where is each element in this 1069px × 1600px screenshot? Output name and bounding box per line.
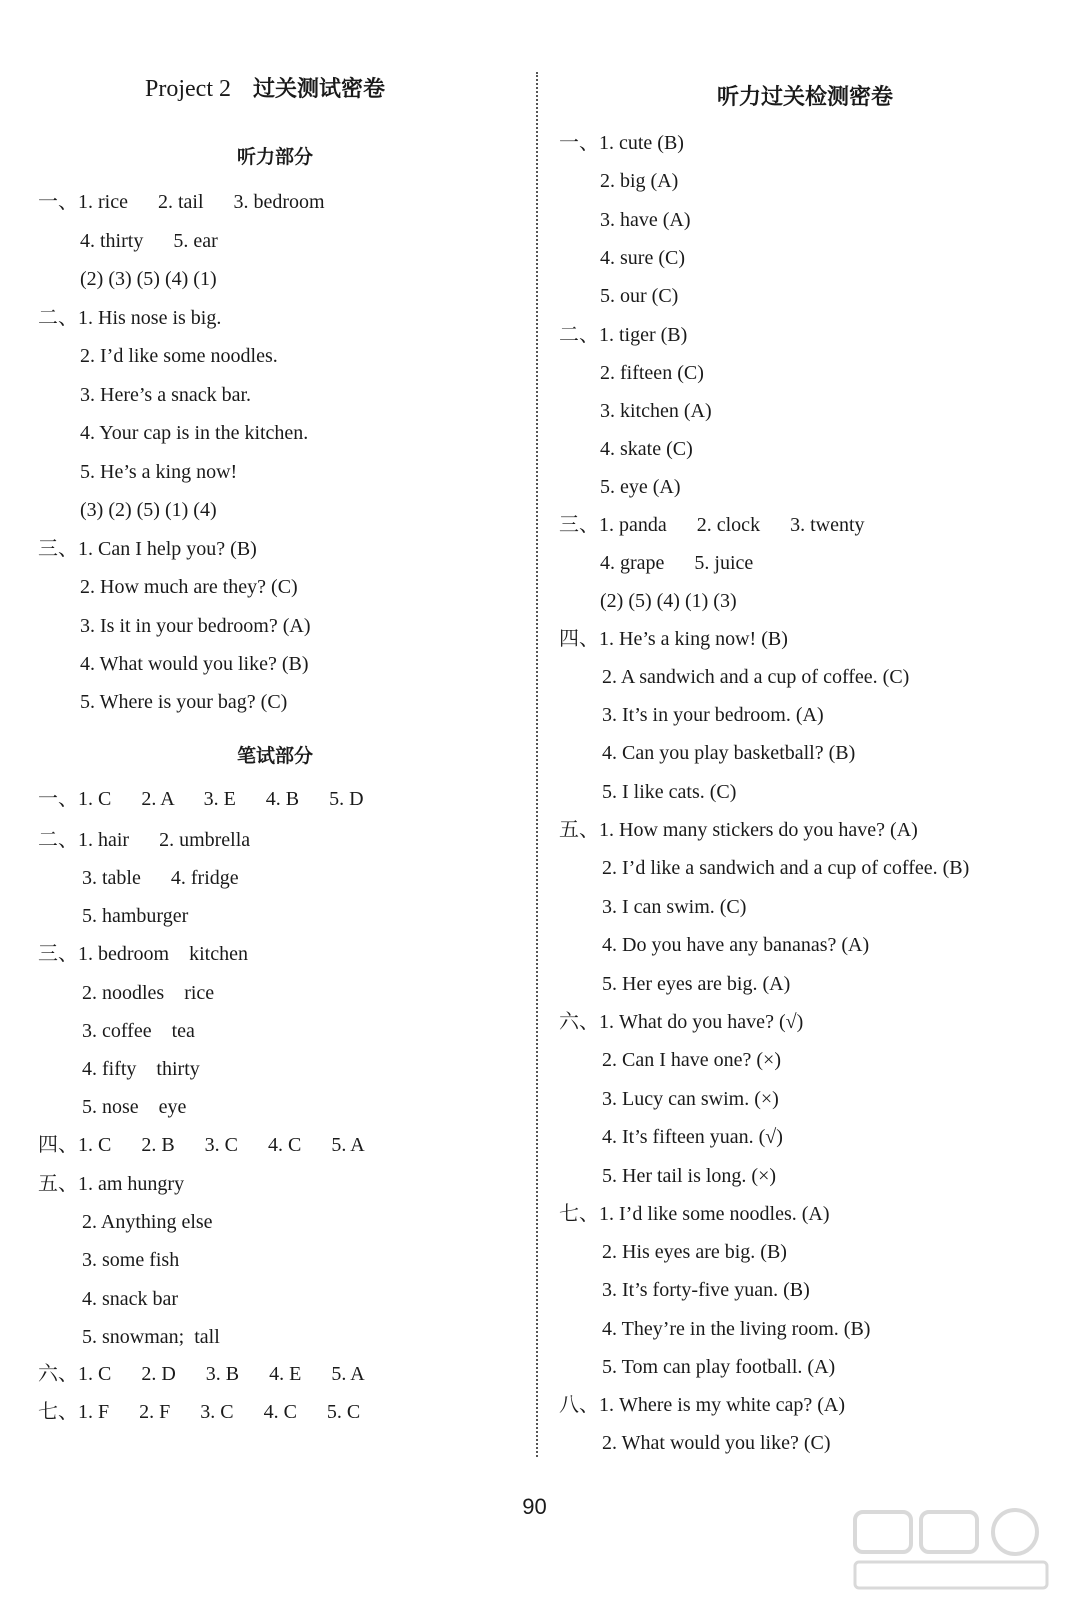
answer-line: 2. A sandwich and a cup of coffee. (C): [602, 666, 910, 688]
column-divider: [536, 72, 538, 1457]
answer-line: 五、1. How many stickers do you have? (A): [559, 819, 918, 841]
answer-line: 3. It’s forty-five yuan. (B): [602, 1279, 810, 1301]
answer-line: 5. eye (A): [600, 476, 681, 498]
answer-line: (3) (2) (5) (1) (4): [80, 499, 217, 521]
written-section-heading: 笔试部分: [236, 745, 313, 767]
watermark-logo-icon: [851, 1506, 1051, 1592]
page-number: 90: [522, 1494, 547, 1519]
answer-line: (2) (3) (5) (4) (1): [80, 268, 217, 290]
answer-line: 二、1. hair 2. umbrella: [38, 829, 251, 851]
answer-line: 2. How much are they? (C): [80, 576, 298, 598]
answer-line: 3. table 4. fridge: [82, 867, 239, 889]
answer-line: 2. What would you like? (C): [602, 1432, 831, 1454]
answer-line: 六、1. C 2. D 3. B 4. E 5. A: [38, 1363, 365, 1385]
answer-line: 3. Here’s a snack bar.: [80, 384, 252, 406]
right-title: 听力过关检测密卷: [716, 85, 893, 110]
answer-line: 4. Can you play basketball? (B): [602, 742, 856, 764]
answer-line: 七、1. I’d like some noodles. (A): [559, 1203, 830, 1225]
answer-line: 一、1. rice 2. tail 3. bedroom: [38, 191, 325, 213]
answer-line: 二、1. tiger (B): [559, 324, 688, 346]
answer-line: 一、1. cute (B): [559, 132, 684, 154]
answer-line: 5. Where is your bag? (C): [80, 691, 288, 713]
answer-line: 5. Tom can play football. (A): [602, 1356, 836, 1378]
answer-line: 5. nose eye: [82, 1096, 187, 1118]
answer-line: 3. have (A): [600, 209, 691, 231]
answer-line: 三、1. bedroom kitchen: [38, 943, 248, 965]
answer-line: 三、1. panda 2. clock 3. twenty: [559, 514, 865, 536]
left-title-cn: 过关测试密卷: [252, 77, 385, 102]
answer-line: (2) (5) (4) (1) (3): [600, 590, 737, 612]
answer-line: 5. He’s a king now!: [80, 461, 238, 483]
answer-line: 2. I’d like a sandwich and a cup of coffee. (B): [602, 857, 970, 879]
answer-line: 2. Can I have one? (×): [602, 1049, 781, 1071]
answer-line: 4. Your cap is in the kitchen.: [80, 422, 309, 444]
answer-line: 4. fifty thirty: [82, 1058, 200, 1080]
answer-line: 3. Is it in your bedroom? (A): [80, 615, 311, 637]
left-title: [0, 72, 530, 103]
left-title-project: Project 2: [145, 76, 231, 102]
answer-line: 四、1. C 2. B 3. C 4. C 5. A: [38, 1134, 365, 1156]
answer-line: 一、1. C 2. A 3. E 4. B 5. D: [38, 788, 364, 810]
answer-line: 三、1. Can I help you? (B): [38, 538, 257, 560]
answer-line: 2. fifteen (C): [600, 362, 704, 384]
answer-line: 2. Anything else: [82, 1211, 213, 1233]
answer-line: 4. It’s fifteen yuan. (√): [602, 1126, 783, 1148]
answer-line: 3. some fish: [82, 1249, 180, 1271]
answer-line: 5. Her eyes are big. (A): [602, 973, 791, 995]
answer-line: 4. grape 5. juice: [600, 552, 754, 574]
answer-line: 2. His eyes are big. (B): [602, 1241, 787, 1263]
answer-line: 五、1. am hungry: [38, 1173, 185, 1195]
answer-line: 2. big (A): [600, 170, 679, 192]
answer-line: 七、1. F 2. F 3. C 4. C 5. C: [38, 1401, 361, 1423]
listening-section-heading: 听力部分: [236, 146, 313, 168]
answer-line: 4. skate (C): [600, 438, 693, 460]
answer-line: 六、1. What do you have? (√): [559, 1011, 804, 1033]
answer-line: 4. Do you have any bananas? (A): [602, 934, 870, 956]
answer-line: 4. They’re in the living room. (B): [602, 1318, 871, 1340]
answer-line: 二、1. His nose is big.: [38, 307, 222, 329]
answer-line: 3. It’s in your bedroom. (A): [602, 704, 824, 726]
answer-line: 5. hamburger: [82, 905, 189, 927]
answer-line: 5. Her tail is long. (×): [602, 1165, 777, 1187]
answer-line: 5. I like cats. (C): [602, 781, 737, 803]
answer-line: 2. noodles rice: [82, 982, 215, 1004]
answer-line: 2. I’d like some noodles.: [80, 345, 278, 367]
answer-line: 5. snowman; tall: [82, 1326, 220, 1348]
answer-line: 4. What would you like? (B): [80, 653, 309, 675]
answer-line: 3. Lucy can swim. (×): [602, 1088, 779, 1110]
answer-line: 3. kitchen (A): [600, 400, 712, 422]
answer-line: 八、1. Where is my white cap? (A): [559, 1394, 846, 1416]
answer-line: 4. thirty 5. ear: [80, 230, 218, 252]
answer-line: 5. our (C): [600, 285, 679, 307]
answer-line: 3. coffee tea: [82, 1020, 195, 1042]
answer-line: 4. sure (C): [600, 247, 685, 269]
answer-line: 3. I can swim. (C): [602, 896, 747, 918]
answer-line: 4. snack bar: [82, 1288, 179, 1310]
answer-line: 四、1. He’s a king now! (B): [559, 628, 788, 650]
